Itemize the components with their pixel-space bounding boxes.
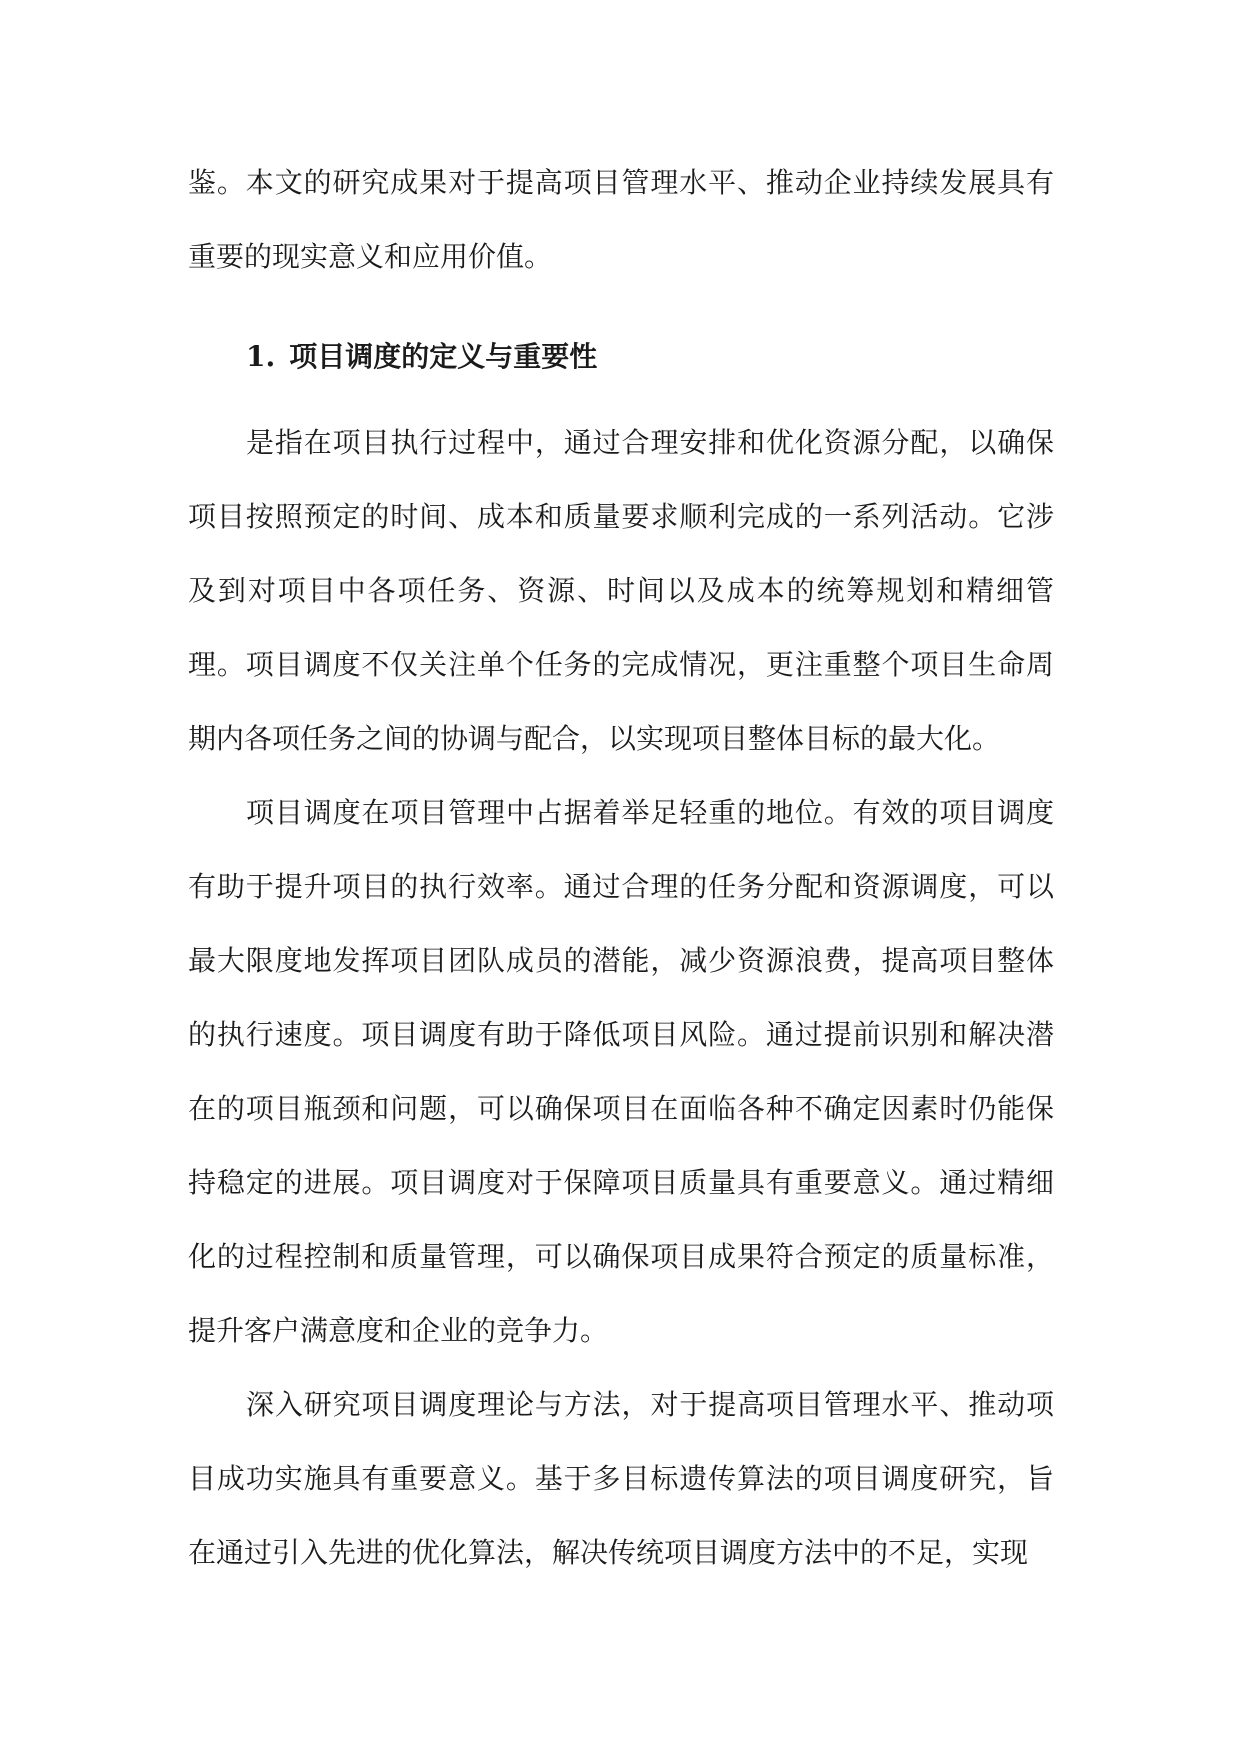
paragraph-importance: 项目调度在项目管理中占据着举足轻重的地位。有效的项目调度有助于提升项目的执行效率。通过合理的任务分配和资源调度，可以最大限度地发挥项目团队成员的潜能，减少资源浪费，提高项目整体的执行速度。项目调度有助于降低项目风险。通过提前识别和解决潜在的项目瓶颈和问题，可以确保项目在面临各种不确定因素时仍能保持稳定的进展。项目调度对于保障项目质量具有重要意义。通过精细化的过程控制和质量管理，可以确保项目成果符合预定的质量标准，提升客户满意度和企业的竞争力。 (188, 796, 1054, 1347)
paragraph-definition: 是指在项目执行过程中，通过合理安排和优化资源分配，以确保项目按照预定的时间、成本和质量要求顺利完成的一系列活动。它涉及到对项目中各项任务、资源、时间以及成本的统筹规划和精细管理。项目调度不仅关注单个任务的完成情况，更注重整个项目生命周期内各项任务之间的协调与配合，以实现项目整体目标的最大化。 (188, 426, 1054, 755)
continued-paragraph: 鉴。本文的研究成果对于提高项目管理水平、推动企业持续发展具有重要的现实意义和应用价值。 (188, 166, 1054, 273)
document-body (188, 146, 1054, 1590)
section-heading (188, 320, 1054, 394)
section-number: 1. (246, 340, 276, 373)
section-title: 项目调度的定义与重要性 (289, 340, 598, 373)
paragraph-research: 深入研究项目调度理论与方法，对于提高项目管理水平、推动项目成功实施具有重要意义。基于多目标遗传算法的项目调度研究，旨在通过引入先进的优化算法，解决传统项目调度方法中的不足，实现 (188, 1388, 1054, 1569)
